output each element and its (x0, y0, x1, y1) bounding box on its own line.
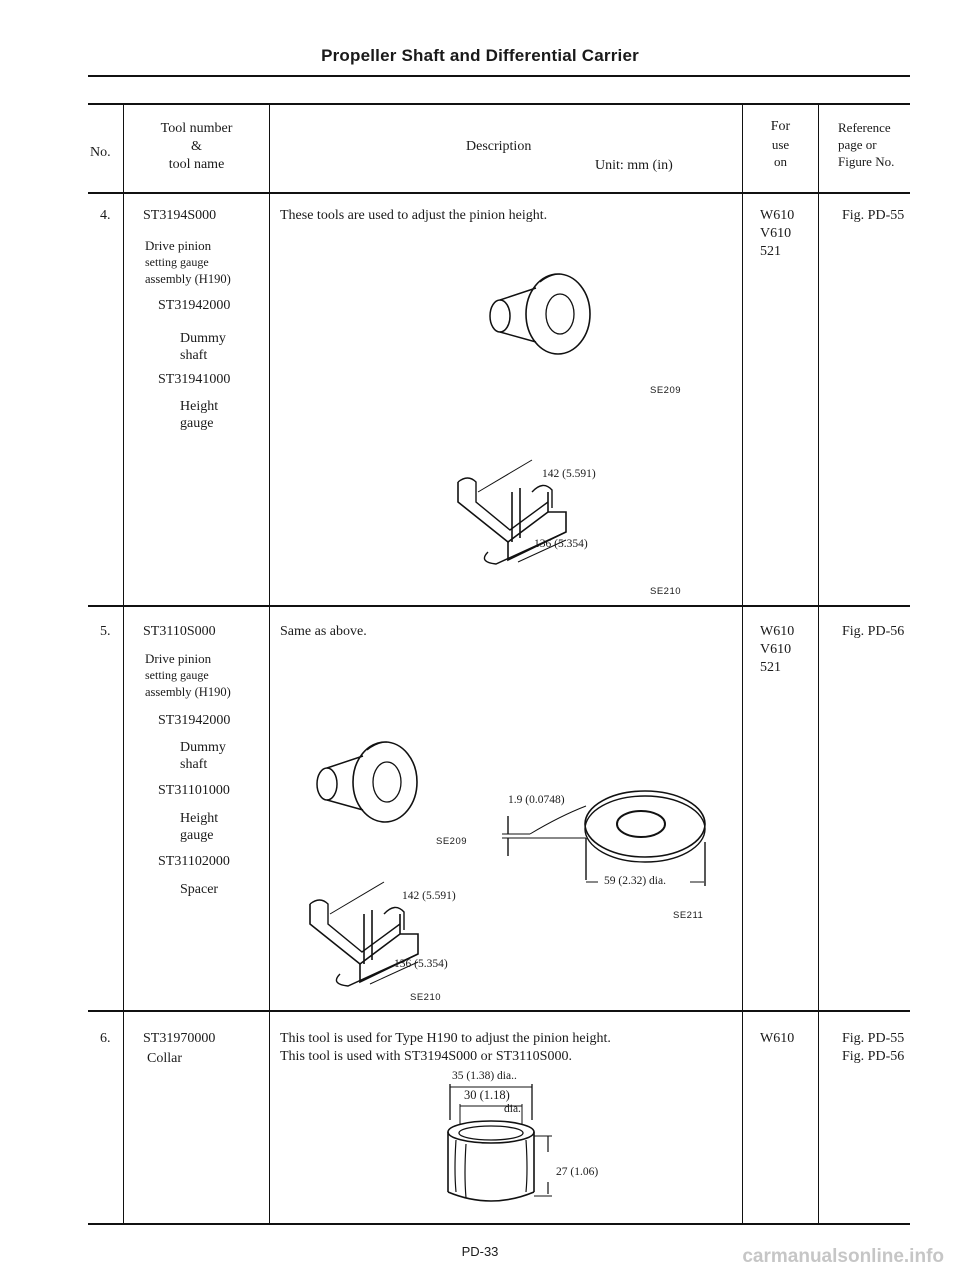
row-4-rule (88, 605, 910, 607)
row4-for-use-on: W610 V610 521 (760, 208, 795, 259)
header-tool: Tool number & tool name (160, 121, 233, 172)
row5-reference: Fig. PD-56 (842, 624, 905, 639)
row5-dim-thickness: 1.9 (0.0748) (508, 794, 565, 806)
row4-tool-name: Drive pinion setting gauge assembly (H190) (145, 238, 231, 286)
collar-illustration (440, 1080, 590, 1220)
row6-dim-height: 27 (1.06) (556, 1166, 599, 1178)
row5-no: 5. (100, 624, 111, 639)
row4-subtool-number-2: ST31941000 (158, 372, 231, 387)
col-divider-4 (818, 103, 819, 1224)
row5-dim-length: 142 (5.591) (402, 890, 456, 902)
header-no: No. (90, 145, 111, 160)
page-number: PD-33 (461, 1244, 499, 1259)
row5-description: Same as above. (280, 624, 367, 639)
row5-tool-number: ST3110S000 (143, 624, 216, 639)
header-rule (88, 192, 910, 194)
row4-figure-code-1: SE209 (650, 385, 682, 396)
row5-for-use-on: W610 V610 521 (760, 624, 795, 675)
dummy-shaft-illustration-2 (302, 738, 442, 828)
watermark: carmanualsonline.info (742, 1246, 944, 1267)
row6-reference: Fig. PD-55 Fig. PD-56 (842, 1031, 905, 1064)
row5-figure-code-2: SE210 (410, 992, 442, 1003)
header-reference: Reference page or Figure No. (838, 120, 895, 169)
row6-dim-inner-diameter-unit: dia. (504, 1103, 521, 1115)
title-rule (88, 75, 910, 77)
dummy-shaft-illustration (480, 270, 610, 360)
row4-subtool-name-2: Height gauge (180, 399, 219, 431)
row4-figure-code-2: SE210 (650, 586, 682, 597)
row4-dim-length: 142 (5.591) (542, 468, 596, 480)
row5-figure-code-3: SE211 (673, 910, 704, 921)
row6-no: 6. (100, 1031, 111, 1046)
row6-tool-name: Collar (147, 1051, 182, 1066)
row4-no: 4. (100, 208, 111, 223)
row5-subtool-name-3: Spacer (180, 882, 219, 897)
col-divider-1 (123, 103, 124, 1224)
header-unit: Unit: mm (in) (595, 158, 673, 173)
row6-dim-inner-diameter: 30 (1.18) (464, 1088, 510, 1102)
row4-reference: Fig. PD-55 (842, 208, 905, 223)
table-top-rule (88, 103, 910, 105)
row6-tool-number: ST31970000 (143, 1031, 216, 1046)
table-bottom-rule (88, 1223, 910, 1225)
header-for-use-on: For use on (770, 119, 791, 169)
col-divider-3 (742, 103, 743, 1224)
row4-subtool-name-1: Dummy shaft (180, 331, 226, 363)
row4-subtool-number-1: ST31942000 (158, 298, 231, 313)
header-description: Description (466, 139, 532, 154)
row5-subtool-number-1: ST31942000 (158, 713, 231, 728)
row5-subtool-number-3: ST31102000 (158, 854, 230, 869)
row6-dim-outer-diameter: 35 (1.38) dia.. (452, 1070, 517, 1082)
row5-figure-code-1: SE209 (436, 836, 468, 847)
row5-dim-width: 136 (5.354) (394, 958, 448, 970)
page-title: Propeller Shaft and Differential Carrier (321, 46, 639, 65)
row5-tool-name: Drive pinion setting gauge assembly (H190) (145, 651, 231, 699)
row5-subtool-name-1: Dummy shaft (180, 740, 226, 772)
row4-dim-width: 136 (5.354) (534, 538, 588, 550)
row-5-rule (88, 1010, 910, 1012)
row4-description: These tools are used to adjust the pinion height. (280, 208, 548, 223)
row4-tool-number: ST3194S000 (143, 208, 217, 223)
row6-for-use-on: W610 (760, 1031, 795, 1046)
row6-description: This tool is used for Type H190 to adjust the pinion height. This tool is used with ST3194S000 or ST3110S000. (280, 1031, 611, 1064)
row5-subtool-name-2: Height gauge (180, 811, 219, 843)
row5-dim-diameter: 59 (2.32) dia. (604, 875, 666, 887)
row5-subtool-number-2: ST31101000 (158, 783, 230, 798)
col-divider-2 (269, 103, 270, 1224)
